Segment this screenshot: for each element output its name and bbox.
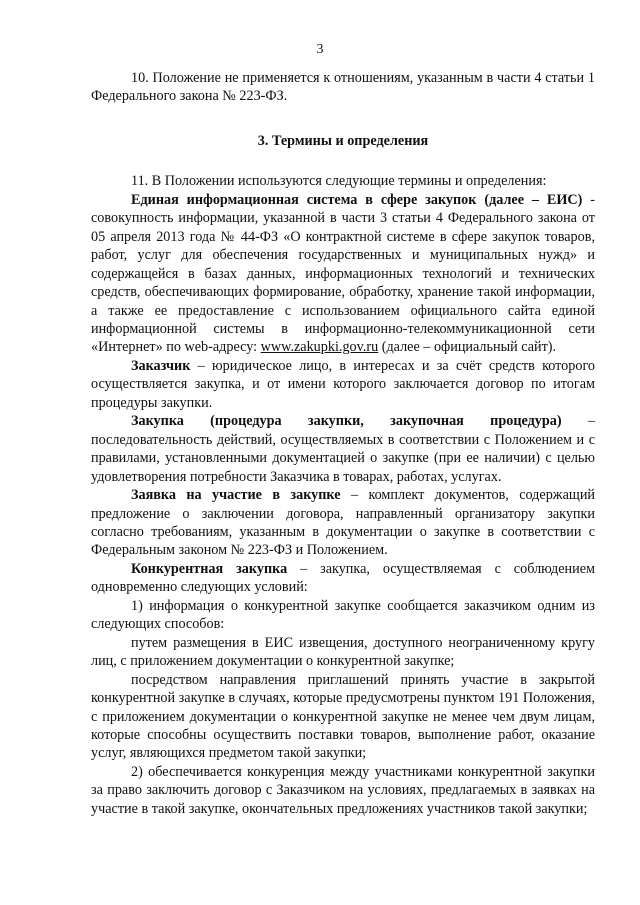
definition-competitive-text: – закупка, осуществляемая с соблюдением одновременно следующих условий: (91, 560, 595, 596)
condition-1b: посредством направления приглашений принять участие в закрытой конкурентной закупке в случаях, которые предусмотрены пунктом 191 Положения, с приложением документации о конкурентной закупке не менее чем двум лицам, которые способны осуществить поставки товаров, выполнение работ, оказание услуг, являющихся предметом такой закупки; (91, 671, 595, 762)
definition-application (91, 486, 595, 560)
term-competitive: Конкурентная закупка (131, 560, 288, 577)
definition-eis-tail: (далее – официальный сайт). (378, 339, 557, 356)
definition-application-text: – комплект документов, содержащий предложение о заключении договора, направленный организатору закупки согласно требованиям, указанным в документации о закупке в соответствии с Федеральным законом № 223-ФЗ и Положением. (91, 487, 596, 559)
definition-procurement (91, 412, 595, 486)
condition-2: 2) обеспечивается конкуренция между участниками конкурентной закупки за право заключить договор с Заказчиком на условиях, предлагаемых в заявках на участие в такой закупке, окончательных предложениях участников такой закупки; (91, 763, 595, 817)
term-procurement: Закупка (процедура закупки, закупочная процедура) (131, 413, 562, 430)
definition-eis-text: - совокупность информации, указанной в части 3 статьи 4 Федерального закона от 05 апреля 2013 года № 44-ФЗ «О контрактной системе в сфере закупок товаров, работ, услуг для обеспечения государственных и муниципальных нужд» и содержащейся в базах данных, информационных технологий и технических средств, обеспечивающих формирование, обработку, хранение такой информации, а также ее предоставление с использованием официального сайта единой информационной системы в информационно-телекоммуникационной сети «Интернет» по web-адресу: (91, 191, 595, 356)
term-application: Заявка на участие в закупке (131, 487, 341, 504)
paragraph-11: 11. В Положении используются следующие термины и определения: (131, 173, 547, 190)
zakupki-link[interactable]: www.zakupki.gov.ru (260, 339, 379, 356)
definition-eis (91, 191, 595, 357)
term-eis: Единая информационная система в сфере закупок (далее – ЕИС) (131, 191, 583, 208)
condition-1: 1) информация о конкурентной закупке сообщается заказчиком одним из следующих способов: (91, 597, 595, 633)
paragraph-10: 10. Положение не применяется к отношениям, указанным в части 4 статьи 1 Федерального закона № 223-ФЗ. (91, 70, 595, 105)
condition-1a: путем размещения в ЕИС извещения, доступного неограниченному кругу лиц, с приложением документации о конкурентной закупке; (91, 634, 595, 670)
definition-competitive (91, 560, 595, 597)
document-body (91, 69, 595, 818)
section-title: 3. Термины и определения (257, 132, 429, 149)
page-number: 3 (316, 42, 324, 57)
definition-customer (91, 357, 595, 412)
definition-procurement-text: – последовательность действий, осуществляемых в соответствии с Положением и с правилами, установленными документацией о закупке (при ее наличии) с целью удовлетворения потребности Заказчика в товарах, работах, услугах. (91, 413, 595, 485)
term-customer: Заказчик (131, 357, 191, 374)
definition-customer-text: – юридическое лицо, в интересах и за счёт средств которого осуществляется закупка, и от имени которого заключается договор по итогам процедуры закупки. (91, 357, 595, 411)
